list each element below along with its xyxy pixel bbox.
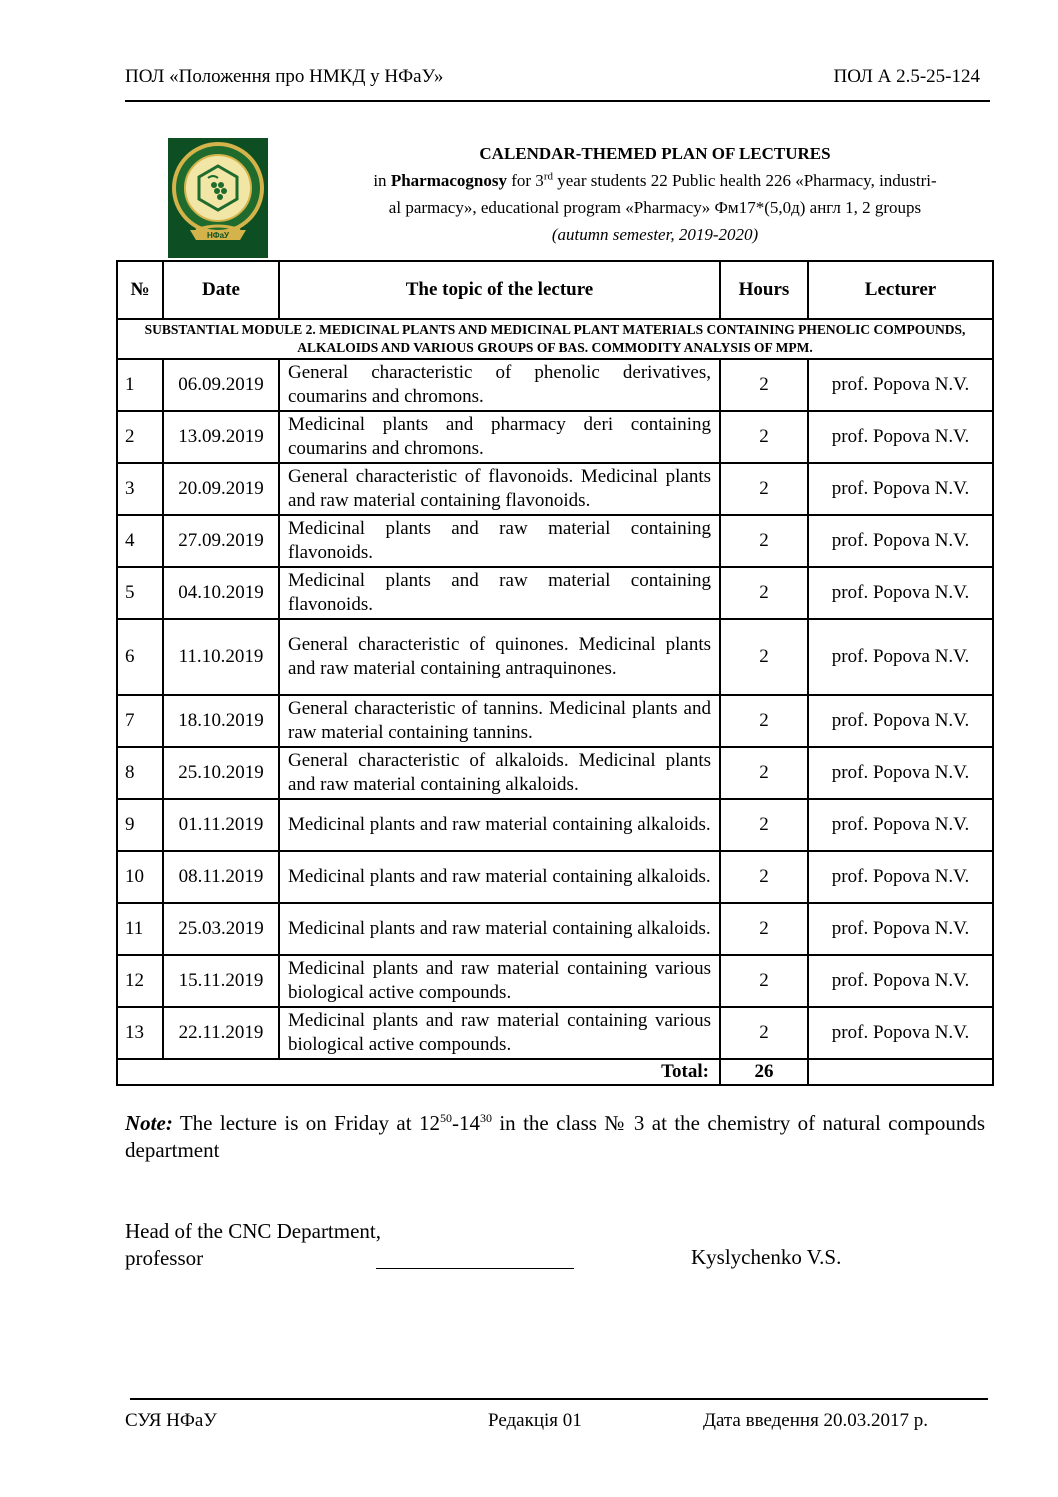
department-emblem-icon — [168, 138, 268, 258]
row-number: 6 — [117, 619, 163, 695]
row-hours: 2 — [720, 695, 808, 747]
row-number: 4 — [117, 515, 163, 567]
row-topic: Medicinal plants and raw material containing flavonoids. — [279, 567, 720, 619]
svg-text:НФаУ: НФаУ — [206, 231, 230, 240]
row-lecturer: prof. Popova N.V. — [808, 515, 993, 567]
row-number: 1 — [117, 359, 163, 411]
table-row — [117, 359, 993, 411]
row-hours: 2 — [720, 903, 808, 955]
row-date: 04.10.2019 — [163, 567, 279, 619]
table-row — [117, 955, 993, 1007]
row-date: 25.03.2019 — [163, 903, 279, 955]
row-date: 01.11.2019 — [163, 799, 279, 851]
row-number: 13 — [117, 1007, 163, 1059]
row-hours: 2 — [720, 359, 808, 411]
col-header-number: № — [117, 261, 163, 319]
row-date: 11.10.2019 — [163, 619, 279, 695]
total-row — [117, 1059, 993, 1085]
row-topic: Medicinal plants and raw material containing flavonoids. — [279, 515, 720, 567]
ordinal-suffix: rd — [543, 170, 553, 183]
row-lecturer: prof. Popova N.V. — [808, 955, 993, 1007]
col-header-hours: Hours — [720, 261, 808, 319]
table-row — [117, 515, 993, 567]
subject-name: Pharmacognosy — [390, 171, 507, 190]
row-topic: Medicinal plants and raw material containing alkaloids. — [279, 799, 720, 851]
table-row — [117, 1007, 993, 1059]
note-text-1: The lecture is on Friday at 12 — [172, 1111, 440, 1135]
row-date: 25.10.2019 — [163, 747, 279, 799]
row-hours: 2 — [720, 799, 808, 851]
row-topic: General characteristic of phenolic derivatives, coumarins and chromons. — [279, 359, 720, 411]
note-text-3: in the class № 3 at the chemistry of natural compounds department — [125, 1111, 985, 1162]
row-lecturer: prof. Popova N.V. — [808, 359, 993, 411]
row-number: 10 — [117, 851, 163, 903]
table-row — [117, 463, 993, 515]
footer-date: Дата введення 20.03.2017 р. — [703, 1410, 929, 1431]
total-hours: 26 — [720, 1059, 808, 1085]
signatory-name: Kyslychenko V.S. — [691, 1245, 842, 1269]
subtitle-mid: for 3 — [506, 171, 544, 190]
schedule-note — [125, 1110, 985, 1164]
row-hours: 2 — [720, 515, 808, 567]
row-date: 27.09.2019 — [163, 515, 279, 567]
row-date: 20.09.2019 — [163, 463, 279, 515]
row-number: 2 — [117, 411, 163, 463]
row-topic: General characteristic of quinones. Medicinal plants and raw material containing antraquinones. — [279, 619, 720, 695]
row-lecturer: prof. Popova N.V. — [808, 463, 993, 515]
row-lecturer: prof. Popova N.V. — [808, 567, 993, 619]
row-hours: 2 — [720, 747, 808, 799]
row-number: 7 — [117, 695, 163, 747]
col-header-topic: The topic of the lecture — [279, 261, 720, 319]
row-date: 06.09.2019 — [163, 359, 279, 411]
footer-left: СУЯ НФаУ — [125, 1410, 217, 1431]
row-hours: 2 — [720, 851, 808, 903]
row-hours: 2 — [720, 411, 808, 463]
row-hours: 2 — [720, 619, 808, 695]
row-lecturer: prof. Popova N.V. — [808, 851, 993, 903]
signature-title-line-2: professor — [125, 1246, 204, 1270]
row-lecturer: prof. Popova N.V. — [808, 1007, 993, 1059]
row-topic: General characteristic of tannins. Medicinal plants and raw material containing tannins. — [279, 695, 720, 747]
table-row — [117, 851, 993, 903]
subtitle-suffix: year students 22 Public health 226 «Pharmacy, industri- — [552, 171, 937, 190]
row-topic: Medicinal plants and pharmacy deri containing coumarins and chromons. — [279, 411, 720, 463]
table-row — [117, 411, 993, 463]
row-hours: 2 — [720, 463, 808, 515]
note-end-minutes: 30 — [479, 1111, 492, 1125]
row-hours: 2 — [720, 955, 808, 1007]
total-empty-cell — [808, 1059, 993, 1085]
lectures-table — [116, 260, 994, 1086]
row-lecturer: prof. Popova N.V. — [808, 747, 993, 799]
row-number: 9 — [117, 799, 163, 851]
table-row — [117, 799, 993, 851]
table-row — [117, 619, 993, 695]
table-row — [117, 695, 993, 747]
header-divider — [125, 100, 990, 102]
header-document-code: ПОЛ А 2.5-25-124 — [833, 66, 980, 87]
col-header-date: Date — [163, 261, 279, 319]
page-header — [125, 66, 980, 90]
note-label: Note: — [125, 1111, 173, 1135]
row-topic: Medicinal plants and raw material containing various biological active compounds. — [279, 955, 720, 1007]
col-header-lecturer: Lecturer — [808, 261, 993, 319]
row-date: 15.11.2019 — [163, 955, 279, 1007]
module-row — [117, 319, 993, 359]
table-row — [117, 903, 993, 955]
plan-subtitle-line-1 — [325, 167, 985, 194]
row-topic: Medicinal plants and raw material containing alkaloids. — [279, 851, 720, 903]
row-hours: 2 — [720, 1007, 808, 1059]
row-number: 11 — [117, 903, 163, 955]
row-lecturer: prof. Popova N.V. — [808, 903, 993, 955]
row-lecturer: prof. Popova N.V. — [808, 411, 993, 463]
row-topic: Medicinal plants and raw material containing various biological active compounds. — [279, 1007, 720, 1059]
signature-line — [376, 1268, 574, 1269]
plan-title: CALENDAR-THEMED PLAN OF LECTURES — [479, 144, 831, 163]
footer-divider — [130, 1398, 988, 1400]
note-text-2: -14 — [451, 1111, 480, 1135]
row-hours: 2 — [720, 567, 808, 619]
row-lecturer: prof. Popova N.V. — [808, 695, 993, 747]
signature-position — [125, 1218, 381, 1272]
row-number: 5 — [117, 567, 163, 619]
row-topic: General characteristic of flavonoids. Medicinal plants and raw material containing flavonoids. — [279, 463, 720, 515]
module-title: SUBSTANTIAL MODULE 2. MEDICINAL PLANTS AND MEDICINAL PLANT MATERIALS CONTAINING PHENOLIC COMPOUNDS, ALKALOIDS AND VARIOUS GROUPS OF BAS. COMMODITY ANALYSIS OF MPM. — [117, 319, 993, 359]
subtitle-prefix: in — [373, 171, 391, 190]
row-date: 22.11.2019 — [163, 1007, 279, 1059]
footer-edition: Редакція 01 — [488, 1410, 582, 1431]
total-label: Total: — [117, 1059, 720, 1085]
table-row — [117, 567, 993, 619]
table-row — [117, 747, 993, 799]
plan-title-block — [325, 140, 985, 248]
department-logo — [168, 138, 268, 258]
signature-title-line-1: Head of the CNC Department, — [125, 1219, 382, 1243]
row-lecturer: prof. Popova N.V. — [808, 799, 993, 851]
row-topic: Medicinal plants and raw material containing alkaloids. — [279, 903, 720, 955]
header-document-title: ПОЛ «Положення про НМКД у НФаУ» — [125, 66, 444, 87]
row-lecturer: prof. Popova N.V. — [808, 619, 993, 695]
semester-label: (autumn semester, 2019-2020) — [551, 225, 759, 244]
row-date: 18.10.2019 — [163, 695, 279, 747]
row-number: 3 — [117, 463, 163, 515]
row-date: 08.11.2019 — [163, 851, 279, 903]
row-date: 13.09.2019 — [163, 411, 279, 463]
row-topic: General characteristic of alkaloids. Medicinal plants and raw material containing alkaloids. — [279, 747, 720, 799]
row-number: 12 — [117, 955, 163, 1007]
plan-subtitle-line-2: al parmacy», educational program «Pharmacy» Фм17*(5,0д) англ 1, 2 groups — [388, 198, 922, 217]
table-header-row — [117, 261, 993, 319]
note-start-minutes: 50 — [439, 1111, 452, 1125]
row-number: 8 — [117, 747, 163, 799]
